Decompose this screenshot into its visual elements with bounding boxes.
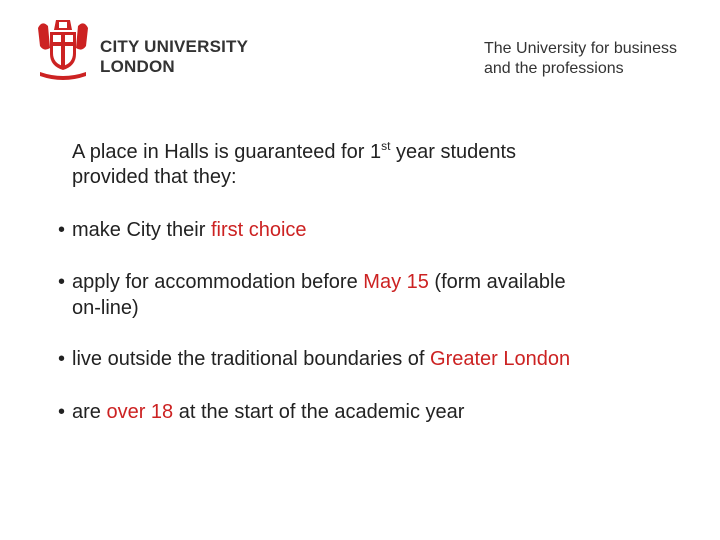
university-crest-logo: [36, 18, 90, 82]
bullet-dot-icon: •: [58, 401, 66, 423]
bullet-dot-icon: •: [58, 219, 66, 241]
bullet-dot-icon: •: [58, 271, 66, 293]
bullet-highlight: May 15: [363, 271, 429, 293]
bullet-highlight: Greater London: [430, 348, 571, 370]
tagline-line-1: The University for business: [484, 40, 677, 57]
university-wordmark: [100, 37, 248, 77]
bullet-item: [58, 399, 464, 425]
university-tagline: [484, 39, 677, 79]
bullet-prefix: make City their: [72, 219, 211, 241]
bullet-prefix: live outside the traditional boundaries of: [72, 348, 431, 370]
bullet-prefix: apply for accommodation before: [72, 271, 364, 293]
bullet-item: [58, 346, 570, 372]
bullet-highlight: over 18: [106, 401, 174, 423]
wordmark-line-1: CITY UNIVERSITY: [100, 37, 249, 56]
intro-paragraph: [72, 140, 516, 190]
bullet-highlight: first choice: [210, 219, 307, 241]
bullet-suffix: (form available: [428, 271, 566, 293]
intro-text-after: year students: [390, 141, 517, 163]
intro-text-before: A place in Halls is guaranteed for 1: [72, 141, 382, 163]
bullet-continuation: on-line): [72, 297, 139, 319]
wordmark-line-2: LONDON: [100, 57, 175, 76]
intro-superscript: st: [381, 139, 391, 153]
bullet-item: [58, 269, 566, 321]
intro-line-2: provided that they:: [72, 166, 237, 188]
bullet-prefix: are: [72, 401, 107, 423]
bullet-item: [58, 217, 307, 243]
bullet-suffix: at the start of the academic year: [173, 401, 465, 423]
tagline-line-2: and the professions: [484, 60, 624, 77]
bullet-dot-icon: •: [58, 348, 66, 370]
